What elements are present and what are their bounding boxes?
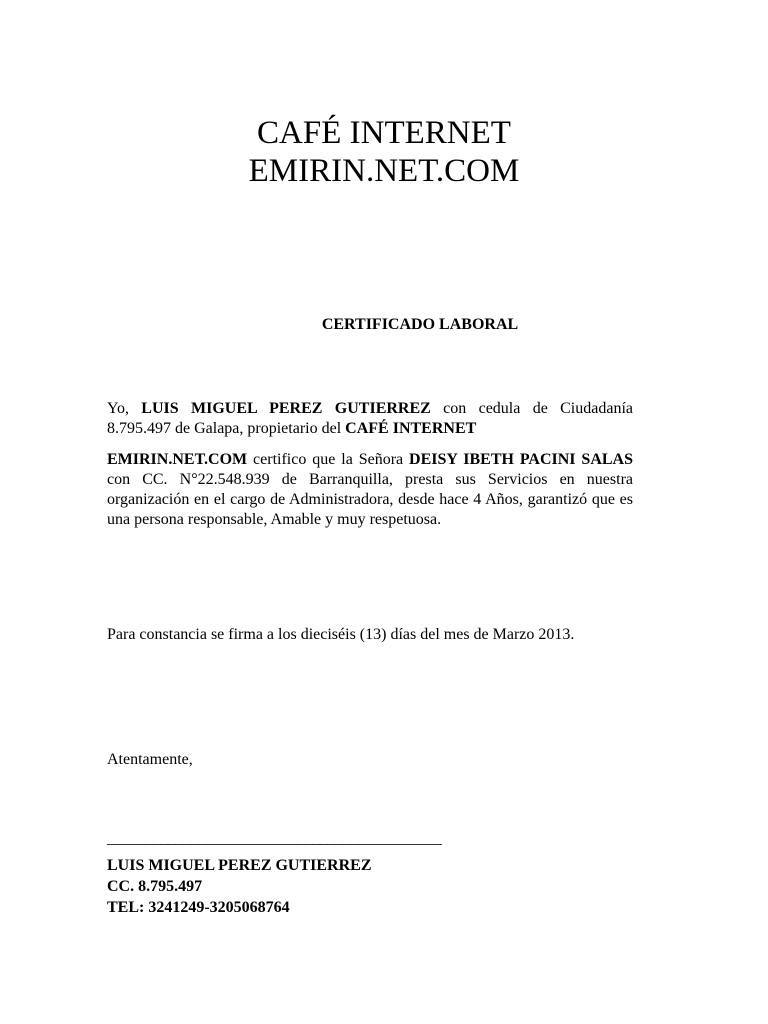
employee-name: DEISY IBETH PACINI SALAS [409, 451, 634, 468]
signer-phone: TEL: 3241249-3205068764 [107, 899, 290, 916]
constancia-text: Para constancia se firma a los dieciséis (13) días del mes de Marzo 2013. [107, 626, 575, 643]
header-business-domain: EMIRIN.NET.COM [248, 153, 520, 189]
body-text-segment: Yo, [107, 400, 142, 417]
body-text-segment: certifico que la Señora [247, 451, 410, 468]
owner-name: LUIS MIGUEL PEREZ GUTIERREZ [141, 400, 431, 417]
signature-line: ____________________________________________ [107, 830, 442, 847]
business-name: CAFÉ INTERNET [345, 420, 477, 437]
signature-block [107, 855, 372, 918]
signer-name: LUIS MIGUEL PEREZ GUTIERREZ [107, 857, 372, 874]
closing-salutation: Atentamente, [107, 751, 193, 768]
body-text-segment: con cedula de Ciudadanía 8.795.497 de Galapa, propietario del [107, 400, 633, 437]
paragraph-gap [107, 439, 633, 450]
document-title: CERTIFICADO LABORAL [321, 316, 519, 333]
header-business-name: CAFÉ INTERNET [257, 115, 511, 151]
signer-id: CC. 8.795.497 [107, 878, 203, 895]
certificate-body [107, 399, 633, 530]
body-text-segment: con CC. N°22.548.939 de Barranquilla, presta sus Servicios en nuestra organización en el cargo de Administradora, desde hace 4 Años, garantizó que es una persona responsable, Amable y muy respetuosa. [107, 471, 633, 528]
business-domain: EMIRIN.NET.COM [107, 451, 248, 468]
